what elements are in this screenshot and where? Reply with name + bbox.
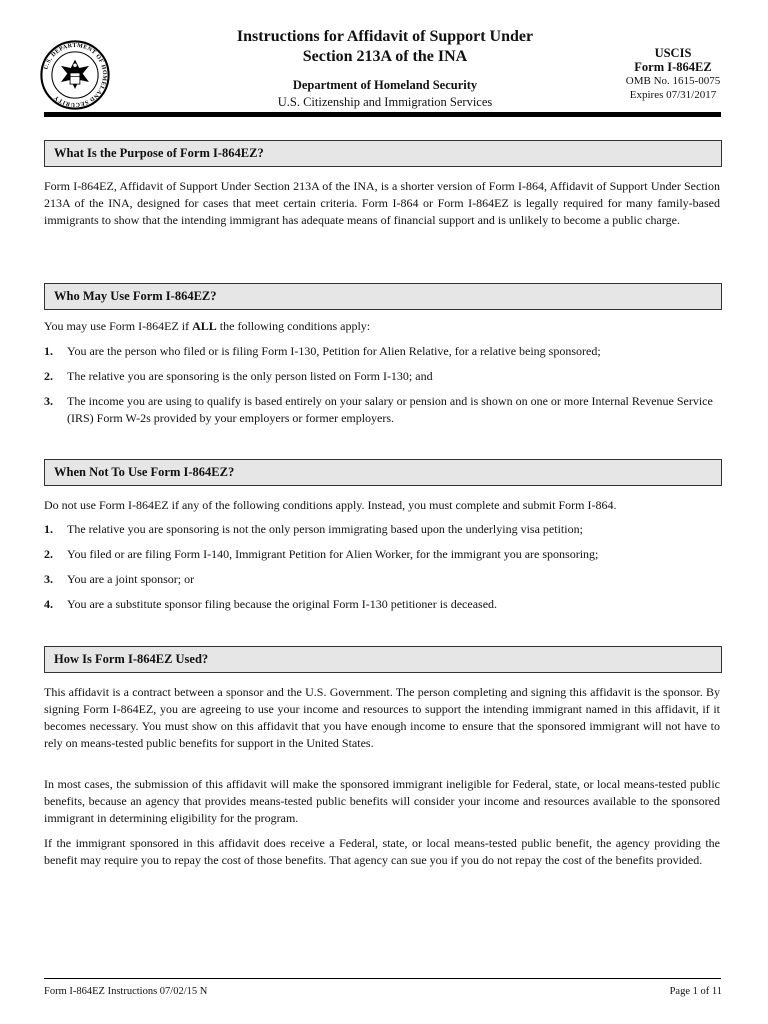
- department-name: Department of Homeland Security: [292, 78, 478, 92]
- form-number: Form I-864EZ: [634, 60, 712, 74]
- list-item: [44, 546, 720, 563]
- section-heading-how-used: How Is Form I-864EZ Used?: [44, 646, 722, 673]
- list-item: [44, 368, 720, 385]
- dhs-seal-logo: [40, 40, 110, 110]
- list-item-text: The relative you are sponsoring is the only person listed on Form I-130; and: [67, 369, 433, 383]
- list-item-text: You are a joint sponsor; or: [67, 572, 195, 586]
- list-item-number: 3.: [44, 394, 53, 408]
- expiration-date: Expires 07/31/2017: [629, 89, 717, 101]
- form-id-block: [608, 46, 738, 102]
- list-item-number: 2.: [44, 369, 53, 383]
- how-used-paragraph-1: This affidavit is a contract between a sponsor and the U.S. Government. The person completing and signing this affidavit is the sponsor. By signing Form I-864EZ, you are agreeing to use your income and resources to support the intending immigrant named in this affidavit, if it becomes necessary. You must show on this affidavit that you have enough income to ensure that the sponsored immigrant will not have to rely on means-tested public benefits for support in the United States.: [44, 685, 720, 750]
- list-item-number: 1.: [44, 522, 53, 536]
- footer-page-number: Page 1 of 11: [669, 986, 722, 997]
- footer-divider: [44, 978, 721, 979]
- list-item: [44, 343, 720, 360]
- agency-name: U.S. Citizenship and Immigration Services: [277, 95, 493, 109]
- list-item-text: You are a substitute sponsor filing because the original Form I-130 petitioner is deceased.: [67, 597, 498, 611]
- document-title: [170, 27, 600, 67]
- when-not-intro: Do not use Form I-864EZ if any of the following conditions apply. Instead, you must complete and submit Form I-864.: [44, 498, 617, 512]
- form-agency: USCIS: [654, 46, 692, 60]
- purpose-paragraph: Form I-864EZ, Affidavit of Support Under Section 213A of the INA, is a shorter version of Form I-864, Affidavit of Support Under Section 213A of the INA, designed for cases that meet certain criteria. Form I-864 or Form I-864EZ is legally required for many family-based immigrants to show that the intending immigrant has adequate means of financial support and is unlikely to become a public charge.: [44, 179, 720, 227]
- list-item-number: 3.: [44, 572, 53, 586]
- title-line-2: Section 213A of the INA: [302, 48, 468, 65]
- footer-form-revision: Form I-864EZ Instructions 07/02/15 N: [44, 986, 208, 997]
- list-item: [44, 521, 720, 538]
- list-item-text: The relative you are sponsoring is not the only person immigrating based upon the underlying visa petition;: [67, 522, 583, 536]
- title-line-1: Instructions for Affidavit of Support Under: [236, 28, 534, 45]
- how-used-paragraph-2: In most cases, the submission of this affidavit will make the sponsored immigrant ineligible for Federal, state, or local means-tested public benefits, because an agency that provides means-tested public benefits will consider your income and resources available to the sponsored immigrant in determining eligibility for the program.: [44, 777, 720, 825]
- header-divider: [44, 112, 721, 117]
- list-item: [44, 393, 720, 427]
- list-item-text: You filed or are filing Form I-140, Immigrant Petition for Alien Worker, for the immigrant you are sponsoring;: [67, 547, 599, 561]
- omb-number: OMB No. 1615-0075: [625, 75, 721, 87]
- list-item-number: 1.: [44, 344, 53, 358]
- list-item-number: 4.: [44, 597, 53, 611]
- svg-text:U.S. DEPARTMENT OF HOMELAND SE: U.S. DEPARTMENT OF HOMELAND SECURITY: [43, 42, 108, 108]
- how-used-paragraph-3: If the immigrant sponsored in this affidavit does receive a Federal, state, or local means-tested public benefit, the agency providing the benefit may require you to repay the cost of those benefits. That agency can sue you if you do not repay the cost of the benefits provided.: [44, 836, 720, 867]
- list-item: [44, 571, 720, 588]
- section-heading-when-not-to-use: When Not To Use Form I-864EZ?: [44, 459, 722, 486]
- list-item-text: The income you are using to qualify is based entirely on your salary or pension and is shown on one or more Internal Revenue Service (IRS) Form W-2s provided by your employers or former employers.: [67, 394, 713, 425]
- who-may-use-intro: You may use Form I-864EZ if ALL the following conditions apply:: [44, 319, 371, 333]
- section-heading-who-may-use: Who May Use Form I-864EZ?: [44, 283, 722, 310]
- list-item-number: 2.: [44, 547, 53, 561]
- list-item-text: You are the person who filed or is filing Form I-130, Petition for Alien Relative, for a relative being sponsored;: [67, 344, 601, 358]
- section-heading-purpose: What Is the Purpose of Form I-864EZ?: [44, 140, 722, 167]
- list-item: [44, 596, 720, 613]
